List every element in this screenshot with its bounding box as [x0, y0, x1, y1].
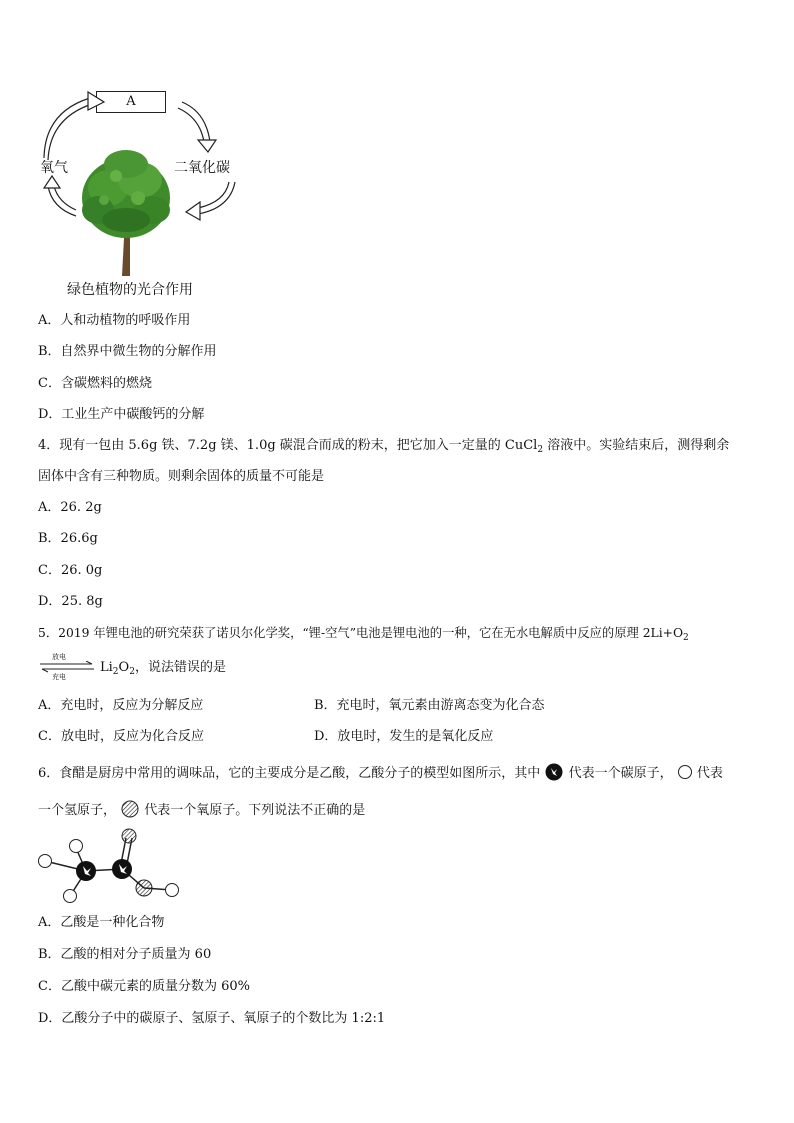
label-co2: 二氧化碳 — [174, 160, 230, 176]
label-oxygen: 氧气 — [40, 160, 68, 176]
acetic-acid-molecule-model — [30, 826, 190, 912]
diagram-box-a: A — [96, 91, 166, 113]
q5-option-d: D．放电时，发生的是氧化反应 — [314, 729, 494, 744]
q3-option-b: B．自然界中微生物的分解作用 — [38, 344, 217, 359]
q4-option-a: A．26. 2g — [38, 500, 102, 515]
model-h-atom — [64, 890, 77, 903]
carbon-atom-icon — [544, 763, 564, 781]
model-h-atom — [70, 840, 83, 853]
q4-option-b: B．26.6g — [38, 531, 98, 546]
q5-option-b: B．充电时，氧元素由游离态变为化合态 — [314, 698, 545, 713]
arrow-label-discharge: 放电 — [52, 653, 66, 661]
q3-option-c: C．含碳燃料的燃烧 — [38, 376, 152, 391]
q5-option-a: A．充电时，反应为分解反应 — [38, 698, 204, 713]
model-o-atom — [136, 880, 152, 896]
oxygen-atom-icon — [120, 800, 140, 818]
model-h-atom — [39, 855, 52, 868]
q4-stem-line1: 4．现有一包由 5.6g 铁、7.2g 镁、1.0g 碳混合而成的粉末，把它加入一定量的 CuCl$_2$ 溶液中。实验结束后，测得剩余 — [38, 438, 730, 455]
hydrogen-atom-icon — [677, 764, 693, 780]
q6-option-c: C．乙酸中碳元素的质量分数为 60% — [38, 979, 250, 994]
model-h-atom — [166, 884, 179, 897]
diagram-caption: 绿色植物的光合作用 — [67, 282, 193, 298]
q3-option-d: D．工业生产中碳酸钙的分解 — [38, 407, 205, 422]
double-arrow-icon — [38, 661, 96, 673]
arrow-label-charge: 充电 — [52, 673, 66, 681]
q6-stem-line2: 一个氢原子， 代表一个氧原子。下列说法不正确的是 — [38, 800, 365, 820]
q4-option-c: C．26. 0g — [38, 563, 103, 578]
q3-option-a: A．人和动植物的呼吸作用 — [38, 313, 191, 328]
q6-option-b: B．乙酸的相对分子质量为 60 — [38, 947, 212, 962]
q5-option-c: C．放电时，反应为化合反应 — [38, 729, 204, 744]
q4-option-d: D．25. 8g — [38, 594, 103, 609]
q5-reversible-arrow — [38, 652, 96, 680]
q4-stem-line2: 固体中含有三种物质。则剩余固体的质量不可能是 — [38, 469, 325, 484]
q5-stem-line2: $Li_2O_2$，说法错误的是 — [100, 660, 226, 677]
q6-option-a: A．乙酸是一种化合物 — [38, 915, 165, 930]
q6-option-d: D．乙酸分子中的碳原子、氢原子、氧原子的个数比为 1:2:1 — [38, 1011, 386, 1026]
model-o-atom — [122, 829, 136, 843]
q6-stem-line1: 6．食醋是厨房中常用的调味品，它的主要成分是乙酸，乙酸分子的模型如图所示，其中 代表一个碳原子， 代表 — [38, 763, 723, 783]
arrow-co2-to-tree — [198, 182, 235, 214]
tree-image — [78, 148, 174, 278]
q5-stem-line1: 5．2019 年锂电池的研究荣获了诺贝尔化学奖，“锂-空气”电池是锂电池的一种，它在无水电解质中反应的原理 $2Li+O_2$ — [38, 626, 689, 643]
